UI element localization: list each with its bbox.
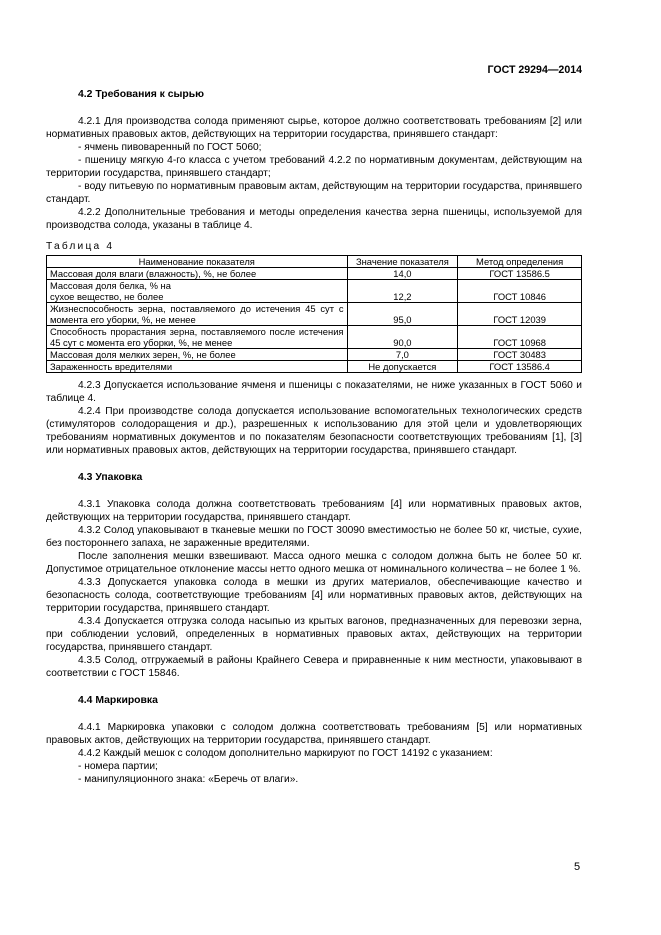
cell-name: Массовая доля белка, % на сухое вещество, не более [47,280,348,303]
table-row [47,361,582,373]
cell-value: 7,0 [347,349,458,361]
table-row [47,326,582,349]
cell-value: 95,0 [347,303,458,326]
paragraph-4-2-3: 4.2.3 Допускается использование ячменя и пшеницы с показателями, не ниже указанных в ГОСТ 5060 и таблице 4. [46,380,582,404]
paragraph-4-3-2: 4.3.2 Солод упаковывают в тканевые мешки по ГОСТ 30090 вместимостью не более 50 кг, чистые, сухие, без постороннего запаха, не зараженные вредителями. [46,525,582,549]
content [46,88,582,786]
cell-value: 12,2 [347,280,458,303]
cell-method: ГОСТ 13586.5 [458,268,582,280]
document-code: ГОСТ 29294—2014 [487,64,582,76]
cell-value: Не допускается [347,361,458,373]
table-header-row [47,256,582,268]
table-4 [46,255,582,373]
cell-name: Массовая доля влаги (влажность), %, не более [47,268,348,280]
section-4-2-title: 4.2 Требования к сырью [78,89,205,100]
cell-value: 90,0 [347,326,458,349]
cell-name: Жизнеспособность зерна, поставляемого до истечения 45 сут с момента его уборки, %, не менее [47,303,348,326]
section-4-4-title: 4.4 Маркировка [78,695,158,706]
column-header-method: Метод определения [458,256,582,268]
list-item: - манипуляционного знака: «Беречь от влаги». [78,774,299,785]
list-item: - номера партии; [78,761,158,772]
cell-name: Массовая доля мелких зерен, %, не более [47,349,348,361]
paragraph-4-3-4: 4.3.4 Допускается отгрузка солода насыпью из крытых вагонов, предназначенных для перевозки зерна, при соблюдении условий, определенных в нормативных правовых актах, действующих на территории государства, принявшего стандарт. [46,616,582,653]
cell-method: ГОСТ 12039 [458,303,582,326]
paragraph-4-3-2-cont: После заполнения мешки взвешивают. Масса одного мешка с солодом должна быть не более 50 кг. Допустимое отрицательное отклонение массы нетто одного мешка от номинального количества – не более 1 %. [46,551,582,575]
list-item: - воду питьевую по нормативным правовым актам, действующим на территории государства, принявшего стандарт. [46,181,582,205]
paragraph-4-3-5: 4.3.5 Солод, отгружаемый в районы Крайнего Севера и приравненные к ним местности, упаковывают в соответствии с ГОСТ 15846. [46,655,582,679]
paragraph-4-3-3: 4.3.3 Допускается упаковка солода в мешки из других материалов, обеспечивающие качество и безопасность солода, соответствующие требованиям [4] или нормативных правовых актов, действующих на территории государства, принявшего стандарт. [46,577,582,614]
cell-value: 14,0 [347,268,458,280]
cell-method: ГОСТ 30483 [458,349,582,361]
column-header-name: Наименование показателя [47,256,348,268]
section-4-3-title: 4.3 Упаковка [78,472,143,483]
table-row [47,349,582,361]
cell-method: ГОСТ 10846 [458,280,582,303]
paragraph-4-2-4: 4.2.4 При производстве солода допускается использование вспомогательных технологических средств (стимуляторов солодоращения и др.), разрешенных к использованию для этой цели и удовлетворяющих требованиям нормативных документов и по показателям безопасности соответствующих требованиям [1], [3] или нормативных правовых актов, действующих на территории государства, принявшего стандарт. [46,406,582,456]
paragraph-4-4-1: 4.4.1 Маркировка упаковки с солодом должна соответствовать требованиям [5] или нормативных правовых актов, действующих на территории государства, принявшего стандарт. [46,722,582,746]
list-item: - ячмень пивоваренный по ГОСТ 5060; [78,142,262,153]
table-caption: Таблица 4 [46,241,115,252]
cell-name: Зараженность вредителями [47,361,348,373]
paragraph-4-3-1: 4.3.1 Упаковка солода должна соответствовать требованиям [4] или нормативных правовых актов, действующих на территории государства, принявшего стандарт. [46,499,582,523]
list-item: - пшеницу мягкую 4-го класса с учетом требований 4.2.2 по нормативным документам, действующим на территории государства, принявшего стандарт; [46,155,582,179]
page-number: 5 [574,861,581,873]
column-header-value: Значение показателя [347,256,458,268]
table-row [47,268,582,280]
cell-method: ГОСТ 10968 [458,326,582,349]
paragraph-4-4-2: 4.4.2 Каждый мешок с солодом дополнительно маркируют по ГОСТ 14192 с указанием: [78,748,493,759]
paragraph-4-2-2: 4.2.2 Дополнительные требования и методы определения качества зерна пшеницы, используемой для производства солода, указаны в таблице 4. [46,207,582,231]
paragraph-4-2-1: 4.2.1 Для производства солода применяют сырье, которое должно соответствовать требованиям [2] или нормативных правовых актов, действующих на территории государства, принявшего стандарт: [46,116,582,140]
cell-name: Способность прорастания зерна, поставляемого после истечения 45 сут с момента его уборки, %, не менее [47,326,348,349]
table-row [47,303,582,326]
table-row [47,280,582,303]
cell-method: ГОСТ 13586.4 [458,361,582,373]
